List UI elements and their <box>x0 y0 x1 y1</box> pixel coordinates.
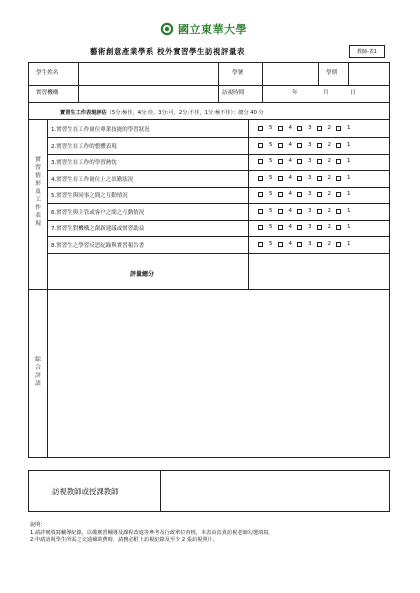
checkbox[interactable] <box>278 159 283 164</box>
student-name-field[interactable] <box>79 63 217 84</box>
rating-option-label: 3 <box>308 224 312 230</box>
rating-option-label: 3 <box>308 191 312 197</box>
checkbox[interactable] <box>297 176 302 181</box>
rating-option-label: 1 <box>347 158 351 164</box>
rating-option <box>317 158 332 164</box>
rating-option-label: 3 <box>308 208 312 214</box>
checkbox[interactable] <box>278 126 283 131</box>
checkbox[interactable] <box>278 225 283 230</box>
rating-option <box>317 224 332 230</box>
rating-option-label: 3 <box>308 125 312 131</box>
rating-option <box>297 175 312 181</box>
evaluation-item-1: 1.實習生在工作崗位專業技能的學習狀況 <box>51 127 150 133</box>
criteria-scale: （5分:極佳，4分:佳，3分:可，2分:不佳，1分:極不佳）：總分 40 分 <box>106 110 264 116</box>
university-logo <box>160 21 270 37</box>
rating-option <box>258 224 273 230</box>
rating-option-label: 2 <box>327 175 331 181</box>
checkbox[interactable] <box>258 192 263 197</box>
rating-option <box>297 224 312 230</box>
rating-option <box>258 191 273 197</box>
checkbox[interactable] <box>258 159 263 164</box>
rating-option <box>278 142 293 148</box>
checkbox[interactable] <box>297 242 302 247</box>
rating-option <box>258 241 273 247</box>
rating-option <box>317 125 332 131</box>
rating-option-label: 4 <box>288 125 292 131</box>
rating-option-label: 2 <box>327 224 331 230</box>
visit-day-label: 日 <box>350 90 356 96</box>
rating-option-label: 2 <box>327 158 331 164</box>
rating-option-label: 2 <box>327 241 331 247</box>
checkbox[interactable] <box>336 225 341 230</box>
rating-option <box>258 208 273 214</box>
criteria-header <box>60 109 264 116</box>
rating-option <box>336 175 351 181</box>
form-number-badge: 教師-表1 <box>349 45 385 58</box>
rating-option <box>297 142 312 148</box>
checkbox[interactable] <box>317 126 322 131</box>
checkbox[interactable] <box>258 143 263 148</box>
comments-label: 綜 合 評 語 <box>35 357 41 387</box>
visit-time-label: 訪視時間 <box>222 90 245 96</box>
rating-option <box>336 191 351 197</box>
checkbox[interactable] <box>336 143 341 148</box>
university-name: 國立東華大學 <box>178 23 247 36</box>
rating-option <box>278 224 293 230</box>
total-score-field[interactable] <box>249 254 389 288</box>
notes-section <box>30 522 274 545</box>
evaluation-item-4: 4.實習生在工作崗位上之出勤狀況 <box>51 177 134 183</box>
rating-option-label: 2 <box>327 125 331 131</box>
rating-option-label: 4 <box>288 142 292 148</box>
rating-option <box>297 208 312 214</box>
rating-option-label: 2 <box>327 208 331 214</box>
rating-option-label: 2 <box>327 191 331 197</box>
checkbox[interactable] <box>258 176 263 181</box>
rating-option-label: 5 <box>269 241 273 247</box>
checkbox[interactable] <box>336 242 341 247</box>
rating-option <box>258 158 273 164</box>
evaluation-item-3: 3.實習生在工作的學習熱忱 <box>51 160 117 166</box>
rating-option-label: 1 <box>347 125 351 131</box>
rating-option <box>297 158 312 164</box>
checkbox[interactable] <box>278 209 283 214</box>
rating-scale-item-4 <box>258 175 353 181</box>
rating-option <box>278 208 293 214</box>
university-emblem-icon <box>160 22 174 36</box>
rating-option-label: 3 <box>308 241 312 247</box>
evaluation-item-7: 7.實習生對機構之創新建議或實習助益 <box>51 226 145 232</box>
rating-option-label: 1 <box>347 241 351 247</box>
checkbox[interactable] <box>317 192 322 197</box>
semester-field[interactable] <box>349 63 389 84</box>
rating-option-label: 4 <box>288 175 292 181</box>
rating-option <box>278 125 293 131</box>
rating-option-label: 1 <box>347 191 351 197</box>
teacher-label: 訪視教師或授課教師 <box>52 487 119 496</box>
checkbox[interactable] <box>297 192 302 197</box>
checkbox[interactable] <box>317 159 322 164</box>
form-title: 藝術創意產業學系 校外實習學生訪視評量表 <box>90 47 245 56</box>
checkbox[interactable] <box>336 192 341 197</box>
evaluation-item-6: 6.實習生與主管或客户之間之互動情況 <box>51 210 145 216</box>
checkbox[interactable] <box>317 143 322 148</box>
notes-heading: 說明： <box>30 522 46 528</box>
checkbox[interactable] <box>336 159 341 164</box>
rating-option <box>278 158 293 164</box>
checkbox[interactable] <box>336 176 341 181</box>
rating-option <box>258 175 273 181</box>
checkbox[interactable] <box>278 192 283 197</box>
rating-option <box>317 175 332 181</box>
checkbox[interactable] <box>297 143 302 148</box>
rating-option <box>336 224 351 230</box>
visit-month-label: 月 <box>323 90 329 96</box>
checkbox[interactable] <box>278 176 283 181</box>
rating-scale-item-6 <box>258 208 353 214</box>
checkbox[interactable] <box>317 225 322 230</box>
rating-option <box>297 191 312 197</box>
rating-option-label: 1 <box>347 142 351 148</box>
student-id-label: 學號 <box>232 70 244 76</box>
checkbox[interactable] <box>258 209 263 214</box>
rating-option-label: 5 <box>269 191 273 197</box>
evaluation-item-5: 5.實習生與同事之間之互動情況 <box>51 193 128 199</box>
rating-option-label: 1 <box>347 224 351 230</box>
rating-option-label: 1 <box>347 208 351 214</box>
rating-scale-item-8 <box>258 241 353 247</box>
checkbox[interactable] <box>297 225 302 230</box>
rating-option <box>336 158 351 164</box>
checkbox[interactable] <box>297 159 302 164</box>
rating-option-label: 3 <box>308 142 312 148</box>
checkbox[interactable] <box>297 126 302 131</box>
checkbox[interactable] <box>317 242 322 247</box>
checkbox[interactable] <box>317 176 322 181</box>
semester-label: 學期 <box>326 70 338 76</box>
rating-option-label: 4 <box>288 191 292 197</box>
checkbox[interactable] <box>258 225 263 230</box>
rating-option <box>336 208 351 214</box>
criteria-title: 實習生工作表現評估 <box>60 110 107 116</box>
evaluation-item-2: 2.實習生在工作的整體表現 <box>51 144 117 150</box>
rating-scale-item-5 <box>258 191 353 197</box>
section-label-performance: 實 習 情 形 及 工 作 表 現 <box>35 157 41 227</box>
teacher-signature-field[interactable] <box>161 471 389 511</box>
rating-option-label: 4 <box>288 208 292 214</box>
rating-option-label: 2 <box>327 142 331 148</box>
institution-field[interactable] <box>79 86 217 101</box>
student-id-field[interactable] <box>263 63 317 84</box>
rating-scale-item-3 <box>258 158 353 164</box>
rating-scale-item-7 <box>258 224 353 230</box>
checkbox[interactable] <box>278 242 283 247</box>
visit-year-label: 年 <box>292 90 298 96</box>
rating-option-label: 3 <box>308 175 312 181</box>
notes-line-2: 2.申請訪視學生所需之交通補助費時，請務必附上訪視紀錄及至少 2 張訪視照片。 <box>30 537 218 544</box>
rating-option-label: 4 <box>288 158 292 164</box>
checkbox[interactable] <box>258 242 263 247</box>
rating-option-label: 5 <box>269 158 273 164</box>
rating-option-label: 4 <box>288 241 292 247</box>
rating-option <box>297 125 312 131</box>
checkbox[interactable] <box>278 143 283 148</box>
rating-option-label: 3 <box>308 158 312 164</box>
rating-option-label: 5 <box>269 208 273 214</box>
rating-option <box>336 142 351 148</box>
checkbox[interactable] <box>258 126 263 131</box>
evaluation-item-8: 8.實習生之學習反思紀錄與實習報告書 <box>51 243 145 249</box>
comments-textarea[interactable] <box>48 290 389 457</box>
rating-option <box>336 125 351 131</box>
total-score-label: 評量總分 <box>130 271 155 278</box>
rating-option <box>317 241 332 247</box>
rating-option-label: 5 <box>269 175 273 181</box>
rating-option <box>278 241 293 247</box>
rating-option-label: 5 <box>269 125 273 131</box>
student-name-label: 學生姓名 <box>36 70 59 76</box>
rating-option <box>336 241 351 247</box>
notes-line-1: 1.請詳實填寫輔導紀錄，以備實習輔導及課程改進等參考及行政單位查核，本表由負責訪視老師勾選填寫。 <box>30 529 274 536</box>
rating-option <box>258 142 273 148</box>
rating-option <box>278 191 293 197</box>
checkbox[interactable] <box>297 209 302 214</box>
rating-option-label: 5 <box>269 142 273 148</box>
rating-option-label: 4 <box>288 224 292 230</box>
visit-time-field[interactable] <box>263 86 389 101</box>
rating-option <box>317 208 332 214</box>
rating-scale-item-1 <box>258 125 353 131</box>
rating-option-label: 5 <box>269 224 273 230</box>
checkbox[interactable] <box>336 209 341 214</box>
rating-option <box>297 241 312 247</box>
institution-label: 實習機構 <box>36 90 59 96</box>
rating-option-label: 1 <box>347 175 351 181</box>
checkbox[interactable] <box>336 126 341 131</box>
rating-option <box>317 142 332 148</box>
rating-option <box>278 175 293 181</box>
rating-option <box>258 125 273 131</box>
rating-option <box>317 191 332 197</box>
rating-scale-item-2 <box>258 142 353 148</box>
checkbox[interactable] <box>317 209 322 214</box>
